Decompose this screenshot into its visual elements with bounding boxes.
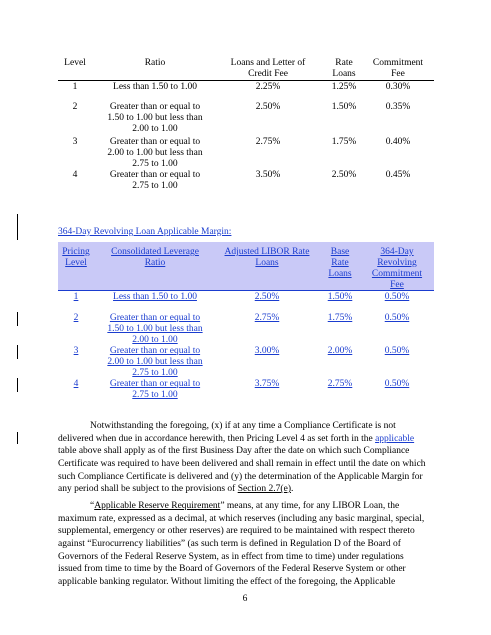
- t2-row-1-libor: 2.50%: [254, 292, 280, 302]
- inserted-word: applicable: [375, 434, 415, 444]
- t2-row-3-ratio-line-2: 2.00 to 1.00 but less than: [107, 357, 203, 367]
- t1-row-4-level: 4: [72, 170, 78, 180]
- t2-header-base-3: Loans: [328, 269, 352, 279]
- t2-header-level-2: Level: [65, 258, 87, 268]
- t2-row-1-base: 1.50%: [327, 292, 353, 302]
- revision-bar: [17, 312, 18, 326]
- para1-period: .: [290, 484, 294, 494]
- t1-row-2-ratio-line-1: Greater than or equal to: [109, 102, 201, 112]
- t2-header-fee-4: Fee: [390, 280, 404, 290]
- para1-line-2: [58, 433, 434, 446]
- t2-header-level-1: Pricing: [62, 247, 90, 257]
- t2-row-4-fee: 0.50%: [384, 379, 410, 389]
- t1-row-1-fee: 0.30%: [385, 82, 411, 92]
- para1-line-4: Certificate was required to have been delivered and shall remain in effect until the date on which: [58, 459, 426, 469]
- t2-row-3-level: 3: [73, 346, 79, 356]
- t2-row-3-ratio-line-1: Greater than or equal to: [109, 346, 201, 356]
- t2-row-2-base: 1.75%: [327, 313, 353, 323]
- t2-row-4-libor: 3.75%: [254, 379, 280, 389]
- t1-header-loans-lc-2: Credit Fee: [248, 69, 288, 79]
- t2-header-base-1: Base: [330, 247, 350, 257]
- t1-header-commit-2: Fee: [391, 69, 405, 79]
- t1-row-4-rate: 2.50%: [331, 170, 357, 180]
- para2-line-4: against “Eurocurrency liabilities” (as such term is defined in Regulation D of the Board of: [58, 539, 401, 549]
- t2-header-libor-2: Loans: [255, 258, 279, 268]
- revision-bar: [17, 378, 18, 392]
- defined-term: Applicable Reserve Requirement: [94, 501, 221, 511]
- para1-line-1: Notwithstanding the foregoing, (x) if at any time a Compliance Certificate is not: [90, 421, 396, 431]
- t1-header-rule: [58, 80, 434, 81]
- t2-header-base-2: Rate: [331, 258, 349, 268]
- t1-row-2-rate: 1.50%: [331, 102, 357, 112]
- t1-row-3-ratio-line-1: Greater than or equal to: [109, 137, 201, 147]
- t1-row-1-rate: 1.25%: [331, 82, 357, 92]
- section-reference: Section 2.7(e): [237, 484, 291, 494]
- t2-row-2-level: 2: [73, 313, 79, 323]
- t1-row-2-fee: 0.35%: [385, 102, 411, 112]
- revision-bar: [17, 345, 18, 359]
- t1-row-4-ratio-line-1: Greater than or equal to: [109, 170, 201, 180]
- t1-row-2-ratio-line-3: 2.00 to 1.00: [132, 124, 178, 134]
- t1-row-1-ratio: Less than 1.50 to 1.00: [113, 82, 197, 92]
- para2-line-5: Governors of the Federal Reserve System, as in effect from time to time) under regulations: [58, 552, 404, 562]
- para2-line-1-rest: ” means, at any time, for any LIBOR Loan, the: [220, 501, 400, 511]
- t2-row-3-base: 2.00%: [327, 346, 353, 356]
- t1-row-3-rate: 1.75%: [331, 137, 357, 147]
- para2-line-3: supplemental, emergency or other reserves) are required to be maintained with respect thereto: [58, 526, 415, 536]
- t2-row-4-ratio-line-1: Greater than or equal to: [109, 379, 201, 389]
- t2-row-3-fee: 0.50%: [384, 346, 410, 356]
- t1-header-rate-1: Rate: [335, 58, 353, 68]
- t2-row-3-libor: 3.00%: [254, 346, 280, 356]
- t1-row-3-level: 3: [72, 137, 78, 147]
- para2-open-quote: “: [90, 501, 95, 511]
- para2-line-1: [58, 500, 434, 513]
- t2-row-1-fee: 0.50%: [384, 292, 410, 302]
- t2-row-2-ratio-line-2: 1.50 to 1.00 but less than: [107, 324, 203, 334]
- para2-line-7: applicable banking regulator. Without limiting the effect of the foregoing, the Applicable: [58, 577, 396, 587]
- t1-row-3-lc: 2.75%: [255, 137, 281, 147]
- t2-row-4-ratio-line-2: 2.75 to 1.00: [132, 390, 178, 400]
- page-number: 6: [242, 594, 248, 604]
- para1-line-2-text: delivered when due in accordance herewith, then Pricing Level 4 as set forth in the: [58, 434, 373, 444]
- para1-line-6: [58, 483, 434, 496]
- t2-header-fee-1: 364-Day: [380, 247, 414, 257]
- t2-row-3-ratio-line-3: 2.75 to 1.00: [132, 368, 178, 378]
- para1-line-3: table above shall apply as of the first Business Day after the date on which such Compliance: [58, 446, 410, 456]
- t1-row-2-ratio-line-2: 1.50 to 1.00 but less than: [107, 113, 203, 123]
- t1-row-2-lc: 2.50%: [255, 102, 281, 112]
- t2-header-fee-3: Commitment: [371, 269, 423, 279]
- t2-title: 364-Day Revolving Loan Applicable Margin:: [58, 227, 232, 237]
- revision-bar: [17, 214, 18, 240]
- t1-header-ratio: Ratio: [144, 58, 166, 68]
- revision-bar: [17, 432, 18, 444]
- t1-row-2-level: 2: [72, 102, 78, 112]
- t1-row-1-lc: 2.25%: [255, 82, 281, 92]
- t2-row-1-level: 1: [73, 292, 79, 302]
- t2-row-2-libor: 2.75%: [254, 313, 280, 323]
- t2-header-ratio-1: Consolidated Leverage: [111, 247, 199, 257]
- t1-header-loans-lc-1: Loans and Letter of: [230, 58, 306, 68]
- t2-row-2-ratio-line-3: 2.00 to 1.00: [132, 335, 178, 345]
- t1-row-4-lc: 3.50%: [255, 170, 281, 180]
- t2-row-2-fee: 0.50%: [384, 313, 410, 323]
- t1-header-level: Level: [64, 58, 86, 68]
- t1-row-3-ratio-line-2: 2.00 to 1.00 but less than: [107, 148, 203, 158]
- t1-row-3-fee: 0.40%: [385, 137, 411, 147]
- t1-row-3-ratio-line-3: 2.75 to 1.00: [132, 159, 178, 169]
- t2-header-rule: [58, 290, 434, 291]
- t2-header-fee-2: Revolving: [377, 258, 417, 268]
- para1-line-6-text: any period shall be subject to the provisions of: [58, 484, 236, 494]
- para1-line-5: such Compliance Certificate is delivered and (y) the determination of the Applicable Margin for: [58, 472, 423, 482]
- para2-line-6: issued from time to time by the Board of Governors of the Federal Reserve System or other: [58, 564, 406, 574]
- t2-row-4-base: 2.75%: [327, 379, 353, 389]
- t1-row-1-level: 1: [72, 82, 78, 92]
- para2-line-2: maximum rate, expressed as a decimal, at which reserves (including any basic marginal, special,: [58, 514, 425, 524]
- t2-row-4-level: 4: [73, 379, 79, 389]
- t1-row-4-ratio-line-2: 2.75 to 1.00: [132, 181, 178, 191]
- t2-header-ratio-2: Ratio: [144, 258, 166, 268]
- t2-row-2-ratio-line-1: Greater than or equal to: [109, 313, 201, 323]
- t2-row-1-ratio: Less than 1.50 to 1.00: [113, 292, 197, 302]
- t1-header-commit-1: Commitment: [372, 58, 424, 68]
- t2-header-libor-1: Adjusted LIBOR Rate: [224, 247, 310, 257]
- t1-row-4-fee: 0.45%: [385, 170, 411, 180]
- t1-header-rate-2: Loans: [332, 69, 356, 79]
